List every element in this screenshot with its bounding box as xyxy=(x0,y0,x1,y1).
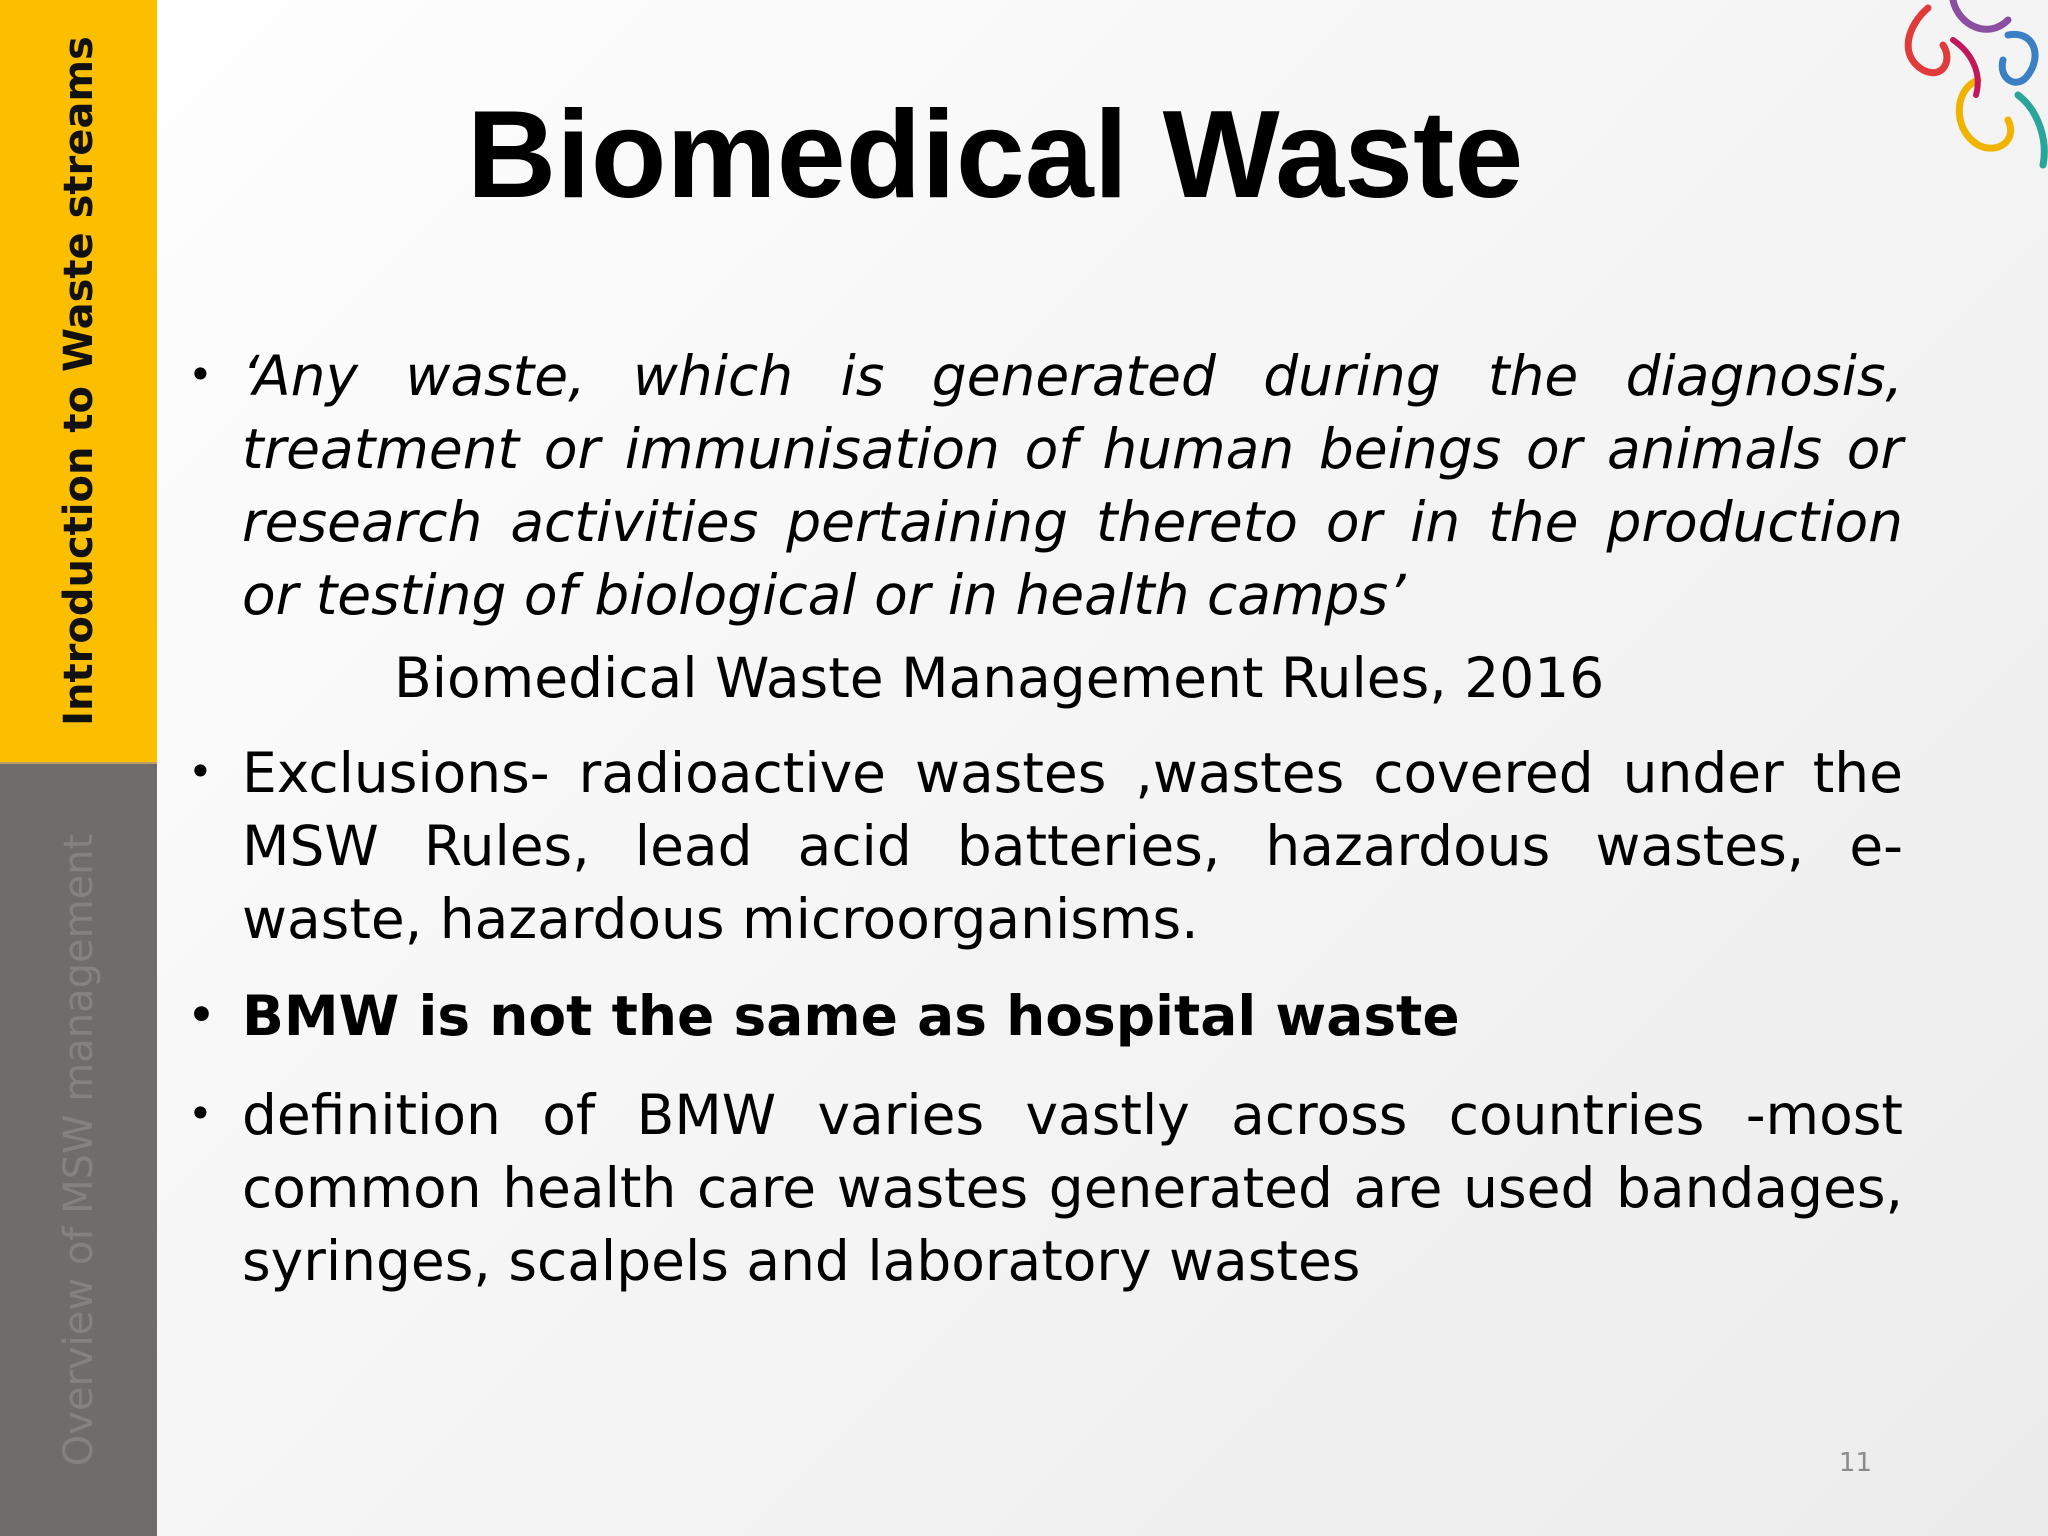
sidebar-tab-introduction[interactable] xyxy=(0,0,157,764)
bullet-definition-varies: • definition of BMW varies vastly across countries -most common health care wastes generated are used bandages, syringes, scalpels and laboratory wastes xyxy=(188,1079,1903,1298)
bullet-exclusions: • Exclusions- radioactive wastes ,wastes covered under the MSW Rules, lead acid batteries, hazardous wastes, e- waste, hazardous microorganisms. xyxy=(188,737,1903,956)
section-sidebar xyxy=(0,0,157,1536)
decorative-logo-icon xyxy=(1858,0,2048,210)
sidebar-tab-label: Introduction to Waste streams xyxy=(55,36,102,726)
slide-body xyxy=(188,340,1903,1298)
bullet-definition: • ‘Any waste, which is generated during the diagnosis, treatment or immunisation of human beings or animals or research activities pertaining thereto or in the production or testing of biological or in health camps’ xyxy=(188,340,1903,632)
bullet-bmw-not-hospital-waste: • BMW is not the same as hospital waste xyxy=(188,980,1903,1053)
sidebar-tab-overview[interactable] xyxy=(0,764,157,1536)
citation: Biomedical Waste Management Rules, 2016 xyxy=(394,646,1605,710)
slide-title: Biomedical Waste xyxy=(466,86,1524,224)
page-number: 11 xyxy=(1838,1448,1872,1478)
sidebar-tab-label: Overview of MSW management xyxy=(55,833,102,1467)
